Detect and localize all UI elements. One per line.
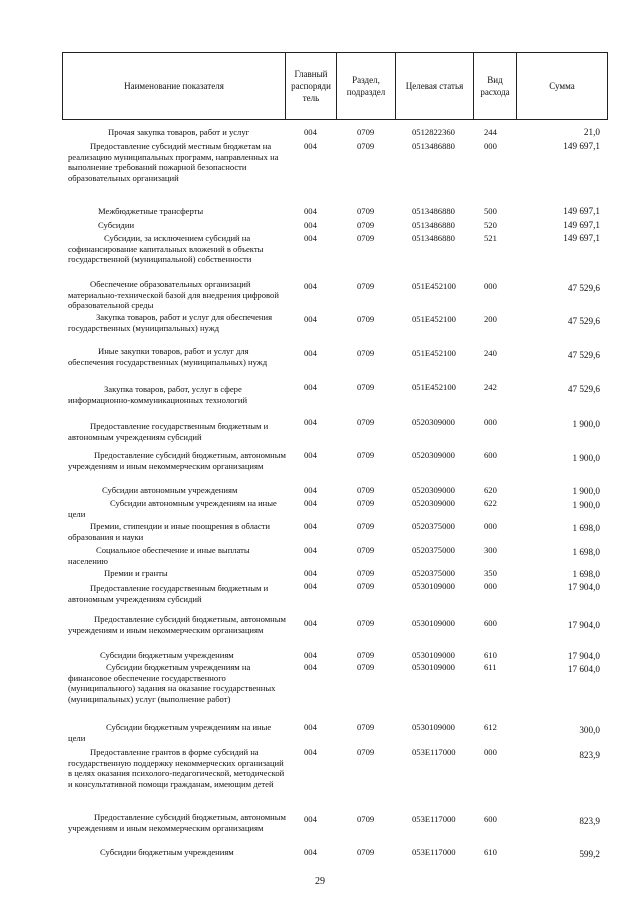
row-vid: 500 [484,206,497,216]
row-razdel: 0709 [357,618,375,628]
header-razdel: Раздел, подраздел [346,75,386,97]
row-statya: 0520375000 [412,521,455,531]
row-name: Субсидии автономным учреждениям на иные цели [68,498,280,519]
row-glavny: 004 [304,545,317,555]
row-name: Субсидии бюджетным учреждениям [100,650,234,660]
row-statya: 0513486880 [412,233,455,243]
row-glavny: 004 [304,220,317,230]
row-name: Иные закупки товаров, работ и услуг для обеспечения государственных (муниципальных) нужд [68,346,268,367]
row-summa: 149 697,1 [563,233,600,243]
row-razdel: 0709 [357,417,375,427]
row-statya: 051E452100 [412,348,456,358]
row-name: Субсидии бюджетным учреждениям на финансовое обеспечение государственного (муниципального) задания на оказание государственных (муниципальных) услуг (выполнение работ) [68,662,278,704]
row-razdel: 0709 [357,485,375,495]
row-vid: 612 [484,722,497,732]
row-statya: 0513486880 [412,206,455,216]
row-razdel: 0709 [357,127,375,137]
row-razdel: 0709 [357,545,375,555]
row-vid: 600 [484,814,497,824]
row-name: Прочая закупка товаров, работ и услуг [108,127,250,137]
row-statya: 0530109000 [412,650,455,660]
row-vid: 000 [484,521,497,531]
header-vid: Вид расхода [480,75,510,97]
header-statya: Целевая статья [405,81,464,91]
row-summa: 300,0 [579,725,600,735]
row-vid: 350 [484,568,497,578]
row-statya: 0520309000 [412,450,455,460]
row-summa: 17 904,0 [567,651,600,661]
row-razdel: 0709 [357,220,375,230]
row-statya: 051E452100 [412,382,456,392]
row-statya: 0530109000 [412,662,455,672]
row-statya: 0530109000 [412,722,455,732]
row-vid: 000 [484,581,497,591]
table-header [62,52,608,120]
row-glavny: 004 [304,382,317,392]
row-name: Предоставление государственным бюджетным и автономным учреждениям субсидий [68,583,271,604]
row-razdel: 0709 [357,233,375,243]
row-statya: 0520309000 [412,417,455,427]
row-statya: 053E117000 [412,814,456,824]
row-summa: 823,9 [579,750,600,760]
row-summa: 823,9 [579,816,600,826]
row-statya: 0520309000 [412,498,455,508]
row-summa: 17 904,0 [567,620,600,630]
row-name: Субсидии бюджетным учреждениям [100,847,234,857]
row-vid: 620 [484,485,497,495]
row-name: Закупка товаров, работ и услуг для обеспечения государственных (муниципальных) нужд [68,312,275,333]
row-glavny: 004 [304,141,317,151]
row-summa: 47 529,6 [567,316,600,326]
row-statya: 0530109000 [412,581,455,591]
row-vid: 244 [484,127,497,137]
row-statya: 051E452100 [412,314,456,324]
row-summa: 47 529,6 [567,384,600,394]
row-name: Премии и гранты [104,568,168,578]
row-razdel: 0709 [357,348,375,358]
row-summa: 47 529,6 [567,283,600,293]
row-razdel: 0709 [357,206,375,216]
row-name: Предоставление государственным бюджетным и автономным учреждениям субсидий [68,421,271,442]
row-statya: 0512822360 [412,127,455,137]
row-summa: 1 900,0 [572,419,600,429]
row-vid: 521 [484,233,497,243]
row-glavny: 004 [304,650,317,660]
row-glavny: 004 [304,814,317,824]
row-summa: 149 697,1 [563,206,600,216]
row-glavny: 004 [304,618,317,628]
row-name: Предоставление субсидий бюджетным, автономным учреждениям и иным некоммерческим организациям [68,614,289,635]
row-summa: 149 697,1 [563,220,600,230]
row-vid: 240 [484,348,497,358]
row-vid: 600 [484,450,497,460]
row-summa: 599,2 [579,849,600,859]
row-summa: 149 697,1 [563,141,600,151]
row-summa: 1 900,0 [572,453,600,463]
row-glavny: 004 [304,314,317,324]
row-razdel: 0709 [357,662,375,672]
row-razdel: 0709 [357,747,375,757]
row-name: Предоставление субсидий местным бюджетам на реализацию муниципальных программ, направленных на выполнение требований пожарной безопасности образовательных организаций [68,141,281,183]
row-name: Закупка товаров, работ, услуг в сфере информационно-коммуникационных технологий [68,384,248,405]
row-statya: 0520309000 [412,485,455,495]
row-vid: 611 [484,662,497,672]
row-razdel: 0709 [357,382,375,392]
row-razdel: 0709 [357,847,375,857]
row-vid: 000 [484,417,497,427]
page-number: 29 [315,876,325,887]
row-glavny: 004 [304,662,317,672]
row-vid: 300 [484,545,497,555]
row-name: Субсидии автономным учреждениям [102,485,238,495]
header-name: Наименование показателя [124,81,224,91]
header-glavny: Главный распоряди тель [291,69,331,103]
row-glavny: 004 [304,206,317,216]
row-glavny: 004 [304,348,317,358]
row-statya: 0520375000 [412,545,455,555]
row-razdel: 0709 [357,568,375,578]
row-summa: 1 698,0 [572,569,600,579]
row-glavny: 004 [304,581,317,591]
row-razdel: 0709 [357,450,375,460]
row-vid: 242 [484,382,497,392]
row-statya: 051E452100 [412,281,456,291]
row-summa: 21,0 [583,127,600,137]
row-summa: 1 698,0 [572,547,600,557]
row-vid: 520 [484,220,497,230]
row-name: Субсидии [98,220,135,230]
row-glavny: 004 [304,127,317,137]
row-glavny: 004 [304,568,317,578]
row-name: Межбюджетные трансферты [98,206,204,216]
row-vid: 000 [484,141,497,151]
row-glavny: 004 [304,722,317,732]
row-razdel: 0709 [357,314,375,324]
row-statya: 053E117000 [412,847,456,857]
row-summa: 1 900,0 [572,486,600,496]
row-glavny: 004 [304,747,317,757]
row-statya: 0520375000 [412,568,455,578]
header-summa: Сумма [549,81,575,91]
row-vid: 622 [484,498,497,508]
row-razdel: 0709 [357,722,375,732]
row-summa: 1 900,0 [572,500,600,510]
row-statya: 0513486880 [412,220,455,230]
row-glavny: 004 [304,450,317,460]
row-razdel: 0709 [357,498,375,508]
row-vid: 000 [484,747,497,757]
row-name: Социальное обеспечение и иные выплаты населению [68,545,252,566]
row-name: Субсидии бюджетным учреждениям на иные цели [68,722,274,743]
row-summa: 17 904,0 [567,582,600,592]
row-vid: 200 [484,314,497,324]
row-razdel: 0709 [357,521,375,531]
row-summa: 17 604,0 [567,664,600,674]
row-glavny: 004 [304,521,317,531]
row-vid: 610 [484,847,497,857]
row-razdel: 0709 [357,141,375,151]
row-glavny: 004 [304,417,317,427]
row-glavny: 004 [304,281,317,291]
row-statya: 053E117000 [412,747,456,757]
row-name: Субсидии, за исключением субсидий на софинансирование капитальных вложений в объекты государственной (муниципальной) собственности [68,233,266,265]
row-name: Предоставление грантов в форме субсидий на государственную поддержку некоммерческих организаций в целях оказания психолого-педагогической, методической и консультативной помощи гражданам, имеющим детей [68,747,287,789]
row-vid: 600 [484,618,497,628]
row-statya: 0530109000 [412,618,455,628]
row-razdel: 0709 [357,281,375,291]
row-name: Предоставление субсидий бюджетным, автономным учреждениям и иным некоммерческим организациям [68,812,289,833]
row-name: Предоставление субсидий бюджетным, автономным учреждениям и иным некоммерческим организациям [68,450,289,471]
row-vid: 000 [484,281,497,291]
row-glavny: 004 [304,847,317,857]
row-razdel: 0709 [357,650,375,660]
row-vid: 610 [484,650,497,660]
row-summa: 47 529,6 [567,350,600,360]
row-razdel: 0709 [357,581,375,591]
row-glavny: 004 [304,233,317,243]
row-summa: 1 698,0 [572,523,600,533]
row-name: Обеспечение образовательных организаций материально-технической базой для внедрения цифровой образовательной среды [68,279,282,311]
row-name: Премии, стипендии и иные поощрения в области образования и науки [68,521,273,542]
row-statya: 0513486880 [412,141,455,151]
row-glavny: 004 [304,485,317,495]
row-glavny: 004 [304,498,317,508]
row-razdel: 0709 [357,814,375,824]
